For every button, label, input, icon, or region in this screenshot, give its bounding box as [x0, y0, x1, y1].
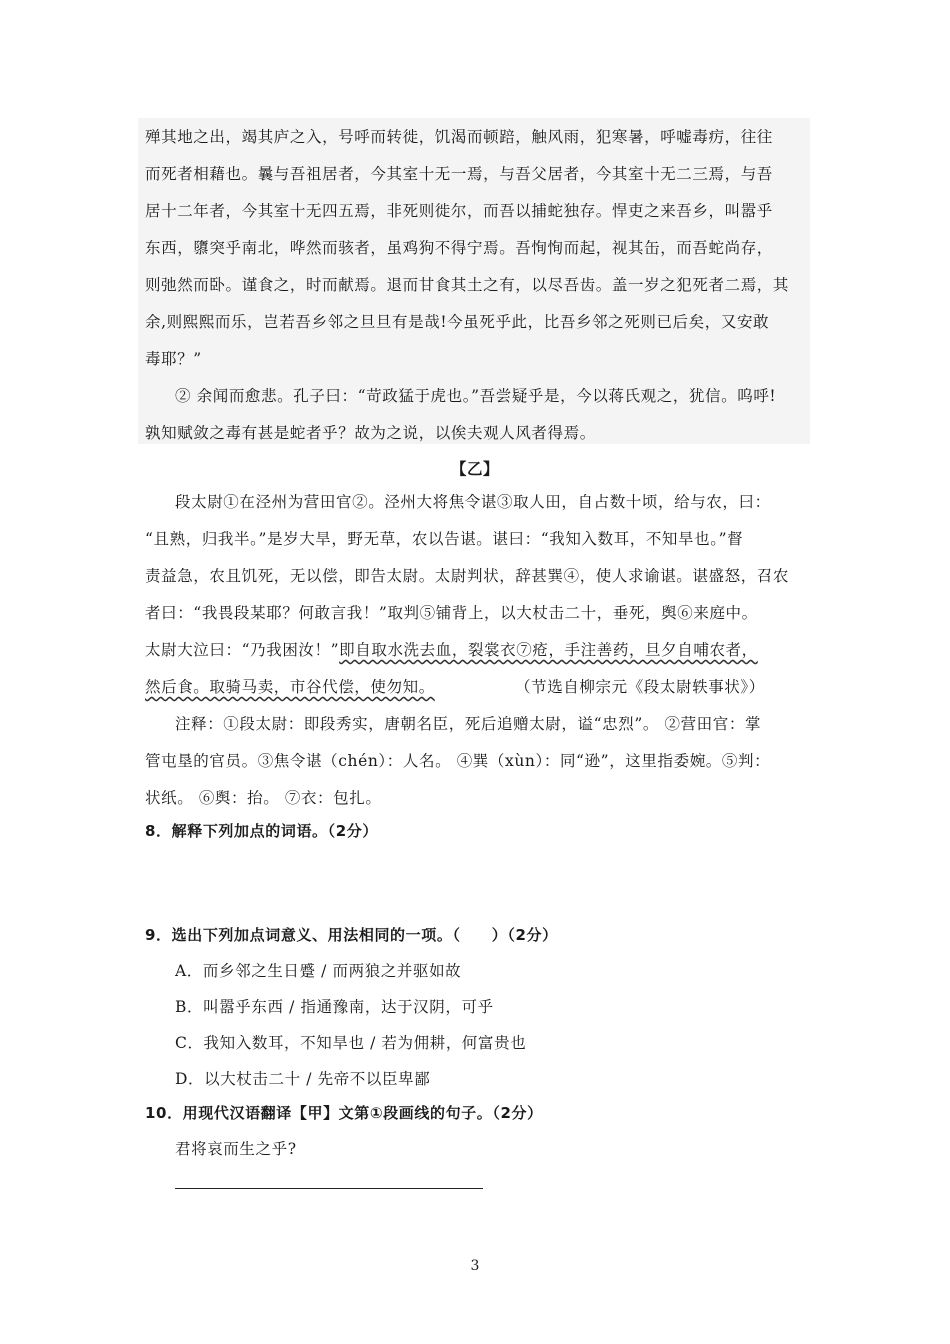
passage-yi-line: 责益急，农且饥死，无以偿，即告太尉。太尉判状，辞甚巽④，使人求谕谌。谌盛怒，召农 [145, 567, 790, 585]
passage-yi-line [145, 677, 810, 703]
answer-line[interactable] [175, 1188, 483, 1189]
passage-jia-line: 殚其地之出，竭其庐之入，号呼而转徙，饥渴而顿踣，触风雨，犯寒暑，呼嘘毒疠，往往 [145, 128, 773, 146]
question-10-sentence: 君将哀而生之乎? [175, 1140, 297, 1158]
plain-text: 太尉大泣曰：“乃我困汝！” [145, 641, 340, 659]
page-number: 3 [470, 1258, 480, 1274]
passage-jia-line: 毒耶？” [145, 350, 202, 368]
source-citation: （节选自柳宗元《段太尉轶事状》） [515, 678, 765, 696]
passage-yi-heading: 【乙】 [450, 460, 500, 478]
wavy-underlined-sentence: 然后食。取骑马卖，市谷代偿，使勿知。 [145, 678, 435, 696]
passage-yi-line: 段太尉①在泾州为营田官②。泾州大将焦令谌③取人田，自占数十顷，给与农，曰： [175, 493, 771, 511]
passage-jia-line: 居十二年者，今其室十无四五焉，非死则徙尔，而吾以捕蛇独存。悍吏之来吾乡，叫嚣乎 [145, 202, 773, 220]
passage-jia-para2-line: ② 余闻而愈悲。孔子曰：“苛政猛于虎也。”吾尝疑乎是，今以蒋氏观之，犹信。呜呼! [175, 387, 777, 405]
question-9-option-a: A．而乡邻之生日蹙 / 而两狼之并驱如故 [175, 962, 462, 980]
plain-text: 孰知赋敛之毒有甚是蛇者乎？ [145, 424, 355, 442]
notes-line: 状纸。 ⑥舆：抬。 ⑦衣：包扎。 [145, 789, 382, 807]
underlined-sentence: 故为之说，以俟夫观人风者得焉。 [354, 424, 596, 443]
question-9-option-b: B．叫嚣乎东西 / 指通豫南，达于汉阴，可乎 [175, 998, 494, 1016]
wavy-underlined-sentence: 即自取水洗去血，裂裳衣⑦疮，手注善药，旦夕自哺农者， [339, 641, 758, 659]
passage-yi-line: 者曰：“我畏段某耶？何敢言我！”取判⑤铺背上，以大杖击二十，垂死，舆⑥来庭中。 [145, 604, 758, 622]
question-9-title: 9．选出下列加点词意义、用法相同的一项。（ ）（2分） [145, 926, 558, 944]
passage-jia-line: 而死者相藉也。曩与吾祖居者，今其室十无一焉，与吾父居者，今其室十无二三焉，与吾 [145, 165, 773, 183]
question-9-option-c: C．我知入数耳，不知旱也 / 若为佣耕，何富贵也 [175, 1034, 527, 1052]
passage-jia-line: 则弛然而卧。谨食之，时而献焉。退而甘食其土之有，以尽吾齿。盖一岁之犯死者二焉，其 [145, 276, 790, 294]
question-8-title: 8．解释下列加点的词语。（2分） [145, 822, 378, 840]
passage-yi-line: “且熟，归我半。”是岁大旱，野无草，农以告谌。谌曰：“我知入数耳，不知旱也。”督 [145, 530, 744, 548]
passage-jia-line: 东西，隳突乎南北，哗然而骇者，虽鸡狗不得宁焉。吾恂恂而起，视其缶，而吾蛇尚存， [145, 239, 773, 257]
passage-jia-line: 余,则熙熙而乐，岂若吾乡邻之旦旦有是哉!今虽死乎此，比吾乡邻之死则已后矣，又安敢 [145, 313, 770, 331]
notes-line: 注释：①段太尉：即段秀实，唐朝名臣，死后追赠太尉，谥“忠烈”。 ②营田官：掌 [175, 715, 762, 733]
notes-line: 管屯垦的官员。③焦令谌（chén）：人名。 ④巽（xùn）：同“逊”，这里指委婉。⑤判： [145, 752, 771, 770]
passage-yi-line [145, 640, 810, 666]
question-9-option-d: D．以大杖击二十 / 先帝不以臣卑鄙 [175, 1070, 431, 1088]
question-10-title: 10．用现代汉语翻译【甲】文第①段画线的句子。（2分） [145, 1104, 543, 1122]
passage-jia-para2-line [145, 423, 810, 443]
